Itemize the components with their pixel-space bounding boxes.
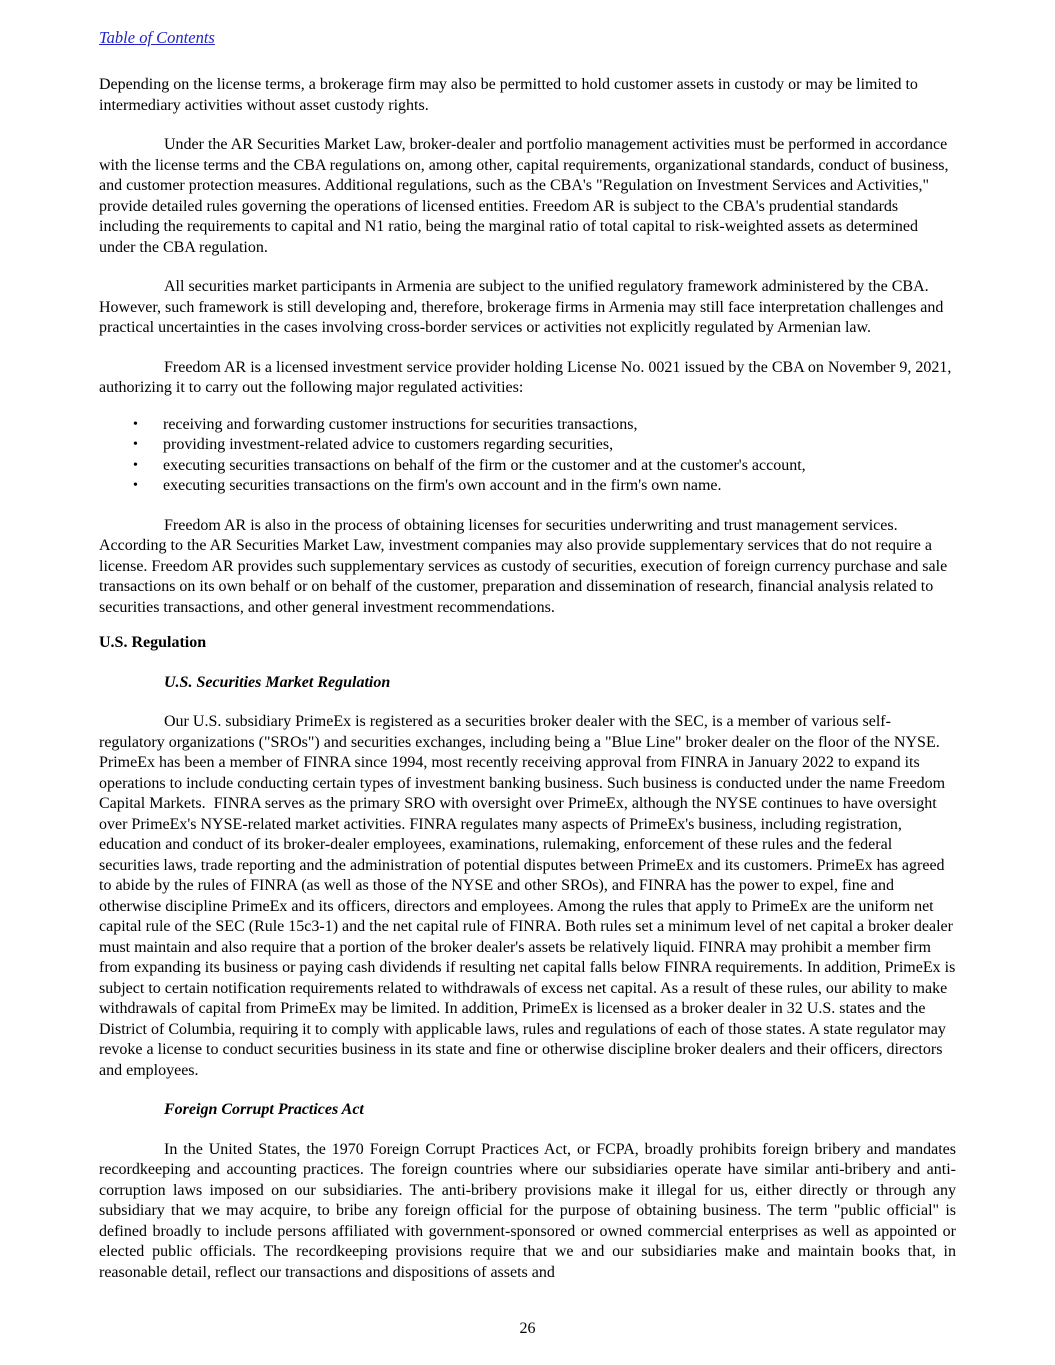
paragraph-freedom-ar-license: Freedom AR is a licensed investment service provider holding License No. 0021 issued by the CBA on November 9, 2021, authorizing it to carry out the following major regulated activities: xyxy=(99,358,956,396)
list-item xyxy=(99,456,956,477)
heading-us-securities-market-regulation: U.S. Securities Market Regulation xyxy=(164,673,391,691)
heading-foreign-corrupt-practices-act: Foreign Corrupt Practices Act xyxy=(164,1101,364,1118)
list-item xyxy=(99,435,956,456)
paragraph-ar-securities-law: Under the AR Securities Market Law, broker-dealer and portfolio management activities must be performed in accordance with the license terms and the CBA regulations on, among other, capital requirements, organizational standards, conduct of business, and customer protection measures. Additional regulations, such as the CBA's "Regulation on Investment Services and Activities," provide detailed rules governing the operations of licensed entities. Freedom AR is subject to the CBA's prudential standards including the requirements to capital and N1 ratio, being the marginal ratio of total capital to risk-weighted assets as determined under the CBA regulation. xyxy=(99,136,953,256)
list-item-text: executing securities transactions on the firm's own account and in the firm's own name. xyxy=(163,477,722,494)
list-item xyxy=(99,476,956,497)
paragraph-fcpa: In the United States, the 1970 Foreign Corrupt Practices Act, or FCPA, broadly prohibits foreign bribery and mandates recordkeeping and accounting practices. The foreign countries where our subsidiaries operate have similar anti-bribery and anti-corruption laws imposed on our subsidiaries. The anti-bribery provisions make it illegal for us, either directly or through any subsidiary that we may acquire, to bribe any foreign official for the purpose of obtaining business. The term "public official" is defined broadly to include persons affiliated with government-sponsored or owned commercial enterprises as well as appointed or elected public officials. The recordkeeping provisions require that we and our subsidiaries make and maintain books that, in reasonable detail, reflect our transactions and dispositions of assets and xyxy=(99,1140,956,1281)
regulated-activities-list xyxy=(99,415,956,497)
bullet-icon: • xyxy=(133,416,138,432)
paragraph-license-terms: Depending on the license terms, a brokerage firm may also be permitted to hold customer assets in custody or may be limited to intermediary activities without asset custody rights. xyxy=(99,76,922,114)
bullet-icon: • xyxy=(133,437,138,452)
heading-us-regulation: U.S. Regulation xyxy=(99,634,207,651)
bullet-icon: • xyxy=(133,457,138,473)
list-item-text: receiving and forwarding customer instructions for securities transactions, xyxy=(163,415,638,433)
paragraph-armenia-framework: All securities market participants in Armenia are subject to the unified regulatory framework administered by the CBA. However, such framework is still developing and, therefore, brokerage firms in Armenia may still face interpretation challenges and practical uncertainties in the cases involving cross-border services or activities not explicitly regulated by Armenian law. xyxy=(99,278,948,336)
list-item-text: executing securities transactions on behalf of the firm or the customer and at the customer's account, xyxy=(163,456,806,474)
bullet-icon: • xyxy=(133,478,138,493)
paragraph-primeex-regulation: Our U.S. subsidiary PrimeEx is registered as a securities broker dealer with the SEC, is a member of various self-regulatory organizations ("SROs") and securities exchanges, including being a "Blue Line" broker dealer on the floor of the NYSE. PrimeEx has been a member of FINRA since 1994, most recently receiving approval from FINRA in January 2022 to expand its operations to include conducting certain types of investment banking business. Such business is conducted under the name Freedom Capital Markets. FINRA serves as the primary SRO with oversight over PrimeEx, although the NYSE continues to have oversight over PrimeEx's NYSE-related market activities. FINRA regulates many aspects of PrimeEx's business, including registration, education and conduct of its broker-dealer employees, examinations, rulemaking, enforcement of these rules and the federal securities laws, trade reporting and the administration of potential disputes between PrimeEx and its customers. PrimeEx has agreed to abide by the rules of FINRA (as well as those of the NYSE and other SROs), and FINRA has the power to expel, fine and otherwise discipline PrimeEx and its officers, directors and employees. Among the rules that apply to PrimeEx are the uniform net capital rule of the SEC (Rule 15c3-1) and the net capital rule of FINRA. Both rules set a minimum level of net capital a broker dealer must maintain and also require that a portion of the broker dealer's assets be relatively liquid. FINRA may prohibit a member firm from expanding its business or paying cash dividends if resulting net capital falls below FINRA requirements. In addition, PrimeEx is subject to certain notification requirements related to withdrawals of excess net capital. As a result of these rules, our ability to make withdrawals of capital from PrimeEx may be limited. In addition, PrimeEx is licensed as a broker dealer in 32 U.S. states and the District of Columbia, requiring it to comply with applicable laws, rules and regulations of each of those states. A state regulator may revoke a license to conduct securities business in its state and fine or otherwise discipline broker dealers and their officers, directors and employees. xyxy=(99,713,960,1079)
page-number: 26 xyxy=(519,1320,536,1337)
list-item-text: providing investment-related advice to customers regarding securities, xyxy=(163,436,614,453)
list-item xyxy=(99,415,956,436)
paragraph-supplementary-services: Freedom AR is also in the process of obtaining licenses for securities underwriting and trust management services. According to the AR Securities Market Law, investment companies may also provide supplementary services that do not require a license. Freedom AR provides such supplementary services as custody of securities, execution of foreign currency purchase and sale transactions on its own behalf or on behalf of the customer, preparation and dissemination of research, financial analysis related to securities transactions, and other general investment recommendations. xyxy=(99,516,952,616)
table-of-contents-link[interactable]: Table of Contents xyxy=(99,28,215,47)
